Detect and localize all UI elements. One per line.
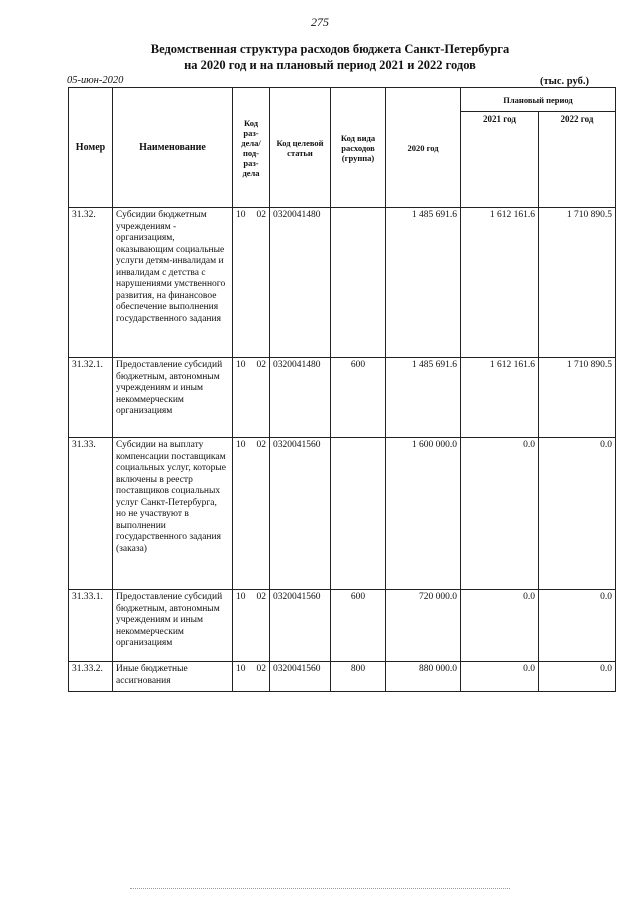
- row-expense-type: [331, 208, 386, 358]
- header-number: Номер: [69, 88, 113, 208]
- row-expense-type: [331, 438, 386, 590]
- row-amount-2022: 1 710 890.5: [539, 208, 616, 358]
- table-header: [69, 88, 616, 208]
- row-section-code: [233, 208, 270, 358]
- row-amount-2022: 0.0: [539, 662, 616, 692]
- row-section: 10: [236, 592, 246, 602]
- page-number: 275: [311, 15, 329, 29]
- row-subsection: 02: [256, 664, 266, 674]
- header-2021: 2021 год: [461, 112, 539, 208]
- row-target-code: 0320041480: [270, 208, 331, 358]
- row-amount-2020: 720 000.0: [386, 590, 461, 662]
- row-expense-type: 800: [331, 662, 386, 692]
- row-section: 10: [236, 360, 246, 370]
- row-number: 31.32.1.: [69, 358, 113, 438]
- row-expense-type: 600: [331, 590, 386, 662]
- header-target: Код целевой статьи: [270, 88, 331, 208]
- row-section: 10: [236, 664, 246, 674]
- document-title-line-2: на 2020 год и на плановый период 2021 и 2022 годов: [184, 58, 476, 72]
- row-target-code: 0320041480: [270, 358, 331, 438]
- row-amount-2022: 0.0: [539, 590, 616, 662]
- row-name: Субсидии на выплату компенсации поставщикам социальных услуг, которые включены в реестр поставщиков социальных услуг Санкт-Петербурга, но не участвуют в выполнении государственного задания (заказа): [113, 438, 233, 590]
- row-section-code: [233, 662, 270, 692]
- row-amount-2020: 880 000.0: [386, 662, 461, 692]
- table-row: [69, 662, 616, 692]
- row-amount-2020: 1 600 000.0: [386, 438, 461, 590]
- row-number: 31.32.: [69, 208, 113, 358]
- row-subsection: 02: [256, 440, 266, 450]
- row-amount-2020: 1 485 691.6: [386, 358, 461, 438]
- document-title: [60, 41, 600, 73]
- row-number: 31.33.1.: [69, 590, 113, 662]
- header-2022: 2022 год: [539, 112, 616, 208]
- row-subsection: 02: [256, 360, 266, 370]
- row-section: 10: [236, 440, 246, 450]
- row-section-code: [233, 358, 270, 438]
- row-amount-2021: 0.0: [461, 438, 539, 590]
- table-row: [69, 590, 616, 662]
- row-amount-2021: 0.0: [461, 662, 539, 692]
- row-name: Предоставление субсидий бюджетным, автономным учреждениям и иным некоммерческим организациям: [113, 358, 233, 438]
- budget-table: [68, 87, 616, 692]
- table-body: [69, 208, 616, 692]
- row-number: 31.33.: [69, 438, 113, 590]
- units-label: (тыс. руб.): [540, 76, 589, 87]
- row-target-code: 0320041560: [270, 590, 331, 662]
- row-target-code: 0320041560: [270, 662, 331, 692]
- row-name: Субсидии бюджетным учреждениям - организациям, оказывающим социальные услуги детям-инвалидам и инвалидам с детства с нарушениями умственного развития, на финансовое обеспечение выполнения государственного задания: [113, 208, 233, 358]
- table-row: [69, 208, 616, 358]
- document-title-line-1: Ведомственная структура расходов бюджета Санкт-Петербурга: [150, 42, 510, 56]
- row-amount-2020: 1 485 691.6: [386, 208, 461, 358]
- row-amount-2021: 1 612 161.6: [461, 208, 539, 358]
- table-row: [69, 438, 616, 590]
- document-date: 05-июн-2020: [67, 75, 124, 86]
- table-row: [69, 358, 616, 438]
- row-subsection: 02: [256, 210, 266, 220]
- row-name: Предоставление субсидий бюджетным, автономным учреждениям и иным некоммерческим организациям: [113, 590, 233, 662]
- row-target-code: 0320041560: [270, 438, 331, 590]
- row-number: 31.33.2.: [69, 662, 113, 692]
- row-name: Иные бюджетные ассигнования: [113, 662, 233, 692]
- row-section: 10: [236, 210, 246, 220]
- row-subsection: 02: [256, 592, 266, 602]
- row-amount-2022: 1 710 890.5: [539, 358, 616, 438]
- header-planned-period: Плановый период: [461, 88, 616, 112]
- row-section-code: [233, 438, 270, 590]
- row-amount-2022: 0.0: [539, 438, 616, 590]
- row-expense-type: 600: [331, 358, 386, 438]
- footer-divider: [130, 888, 510, 889]
- header-expense-type: Код вида расходов (группа): [331, 88, 386, 208]
- row-amount-2021: 0.0: [461, 590, 539, 662]
- header-section: Код раз- дела/ под- раз- дела: [233, 88, 270, 208]
- row-amount-2021: 1 612 161.6: [461, 358, 539, 438]
- header-2020: 2020 год: [386, 88, 461, 208]
- row-section-code: [233, 590, 270, 662]
- header-name: Наименование: [113, 88, 233, 208]
